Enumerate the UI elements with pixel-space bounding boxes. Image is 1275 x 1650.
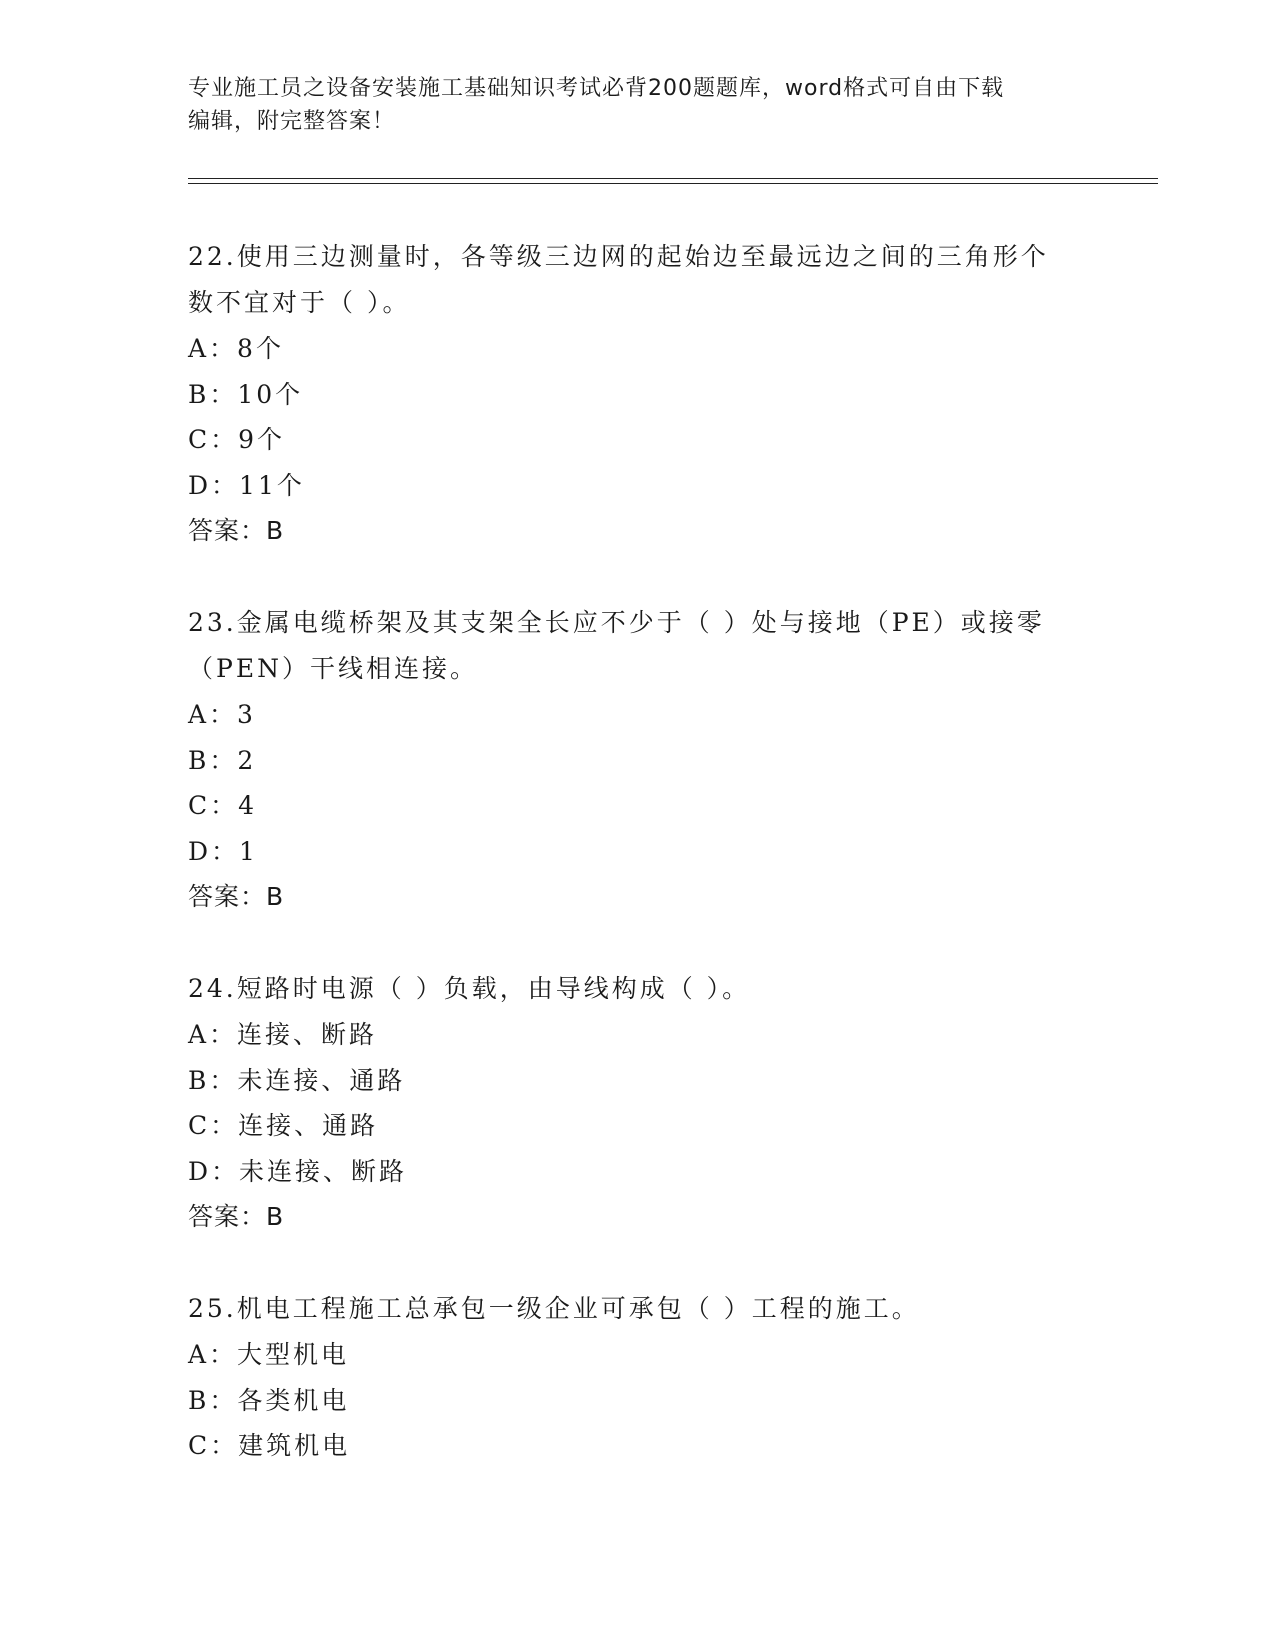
option-d: D：未连接、断路 [188,1156,408,1186]
option-c: C：连接、通路 [188,1111,379,1140]
option-c: C：建筑机电 [188,1431,351,1460]
question-stem-line: 25.机电工程施工总承包一级企业可承包（ ）工程的施工。 [188,1294,920,1323]
option-a: A：连接、断路 [188,1020,378,1049]
document-header [188,72,1068,138]
answer-line: 答案：B [188,882,285,911]
option-d: D：1 [188,836,258,866]
header-divider-top [188,178,1158,179]
question-stem-line: 24.短路时电源（ ）负载，由导线构成（ ）。 [188,974,751,1003]
option-b: B：2 [188,745,257,775]
question-23 [188,600,1088,920]
option-a: A：3 [188,700,256,729]
option-b: B：未连接、通路 [188,1065,406,1095]
question-stem-line: （PEN）干线相连接。 [188,654,478,683]
question-stem-line: 23.金属电缆桥架及其支架全长应不少于（ ）处与接地（PE）或接零 [188,608,1045,637]
question-stem-line: 22.使用三边测量时，各等级三边网的起始边至最远边之间的三角形个 [188,242,1049,271]
option-b: B：10个 [188,379,304,409]
option-b: B：各类机电 [188,1385,350,1415]
option-a: A：大型机电 [188,1340,350,1369]
question-25 [188,1286,1088,1469]
question-24 [188,966,1088,1240]
question-stem-line: 数不宜对于（ ）。 [188,288,411,317]
header-divider-bottom [188,183,1158,184]
option-d: D：11个 [188,470,305,500]
option-c: C：4 [188,791,258,820]
answer-line: 答案：B [188,516,285,545]
answer-line: 答案：B [188,1202,285,1231]
header-line-2: 编辑，附完整答案！ [188,109,396,134]
option-c: C：9个 [188,425,286,454]
header-line-1: 专业施工员之设备安装施工基础知识考试必背200题题库，word格式可自由下载 [188,76,1005,101]
question-22 [188,234,1088,554]
option-a: A：8个 [188,334,284,363]
